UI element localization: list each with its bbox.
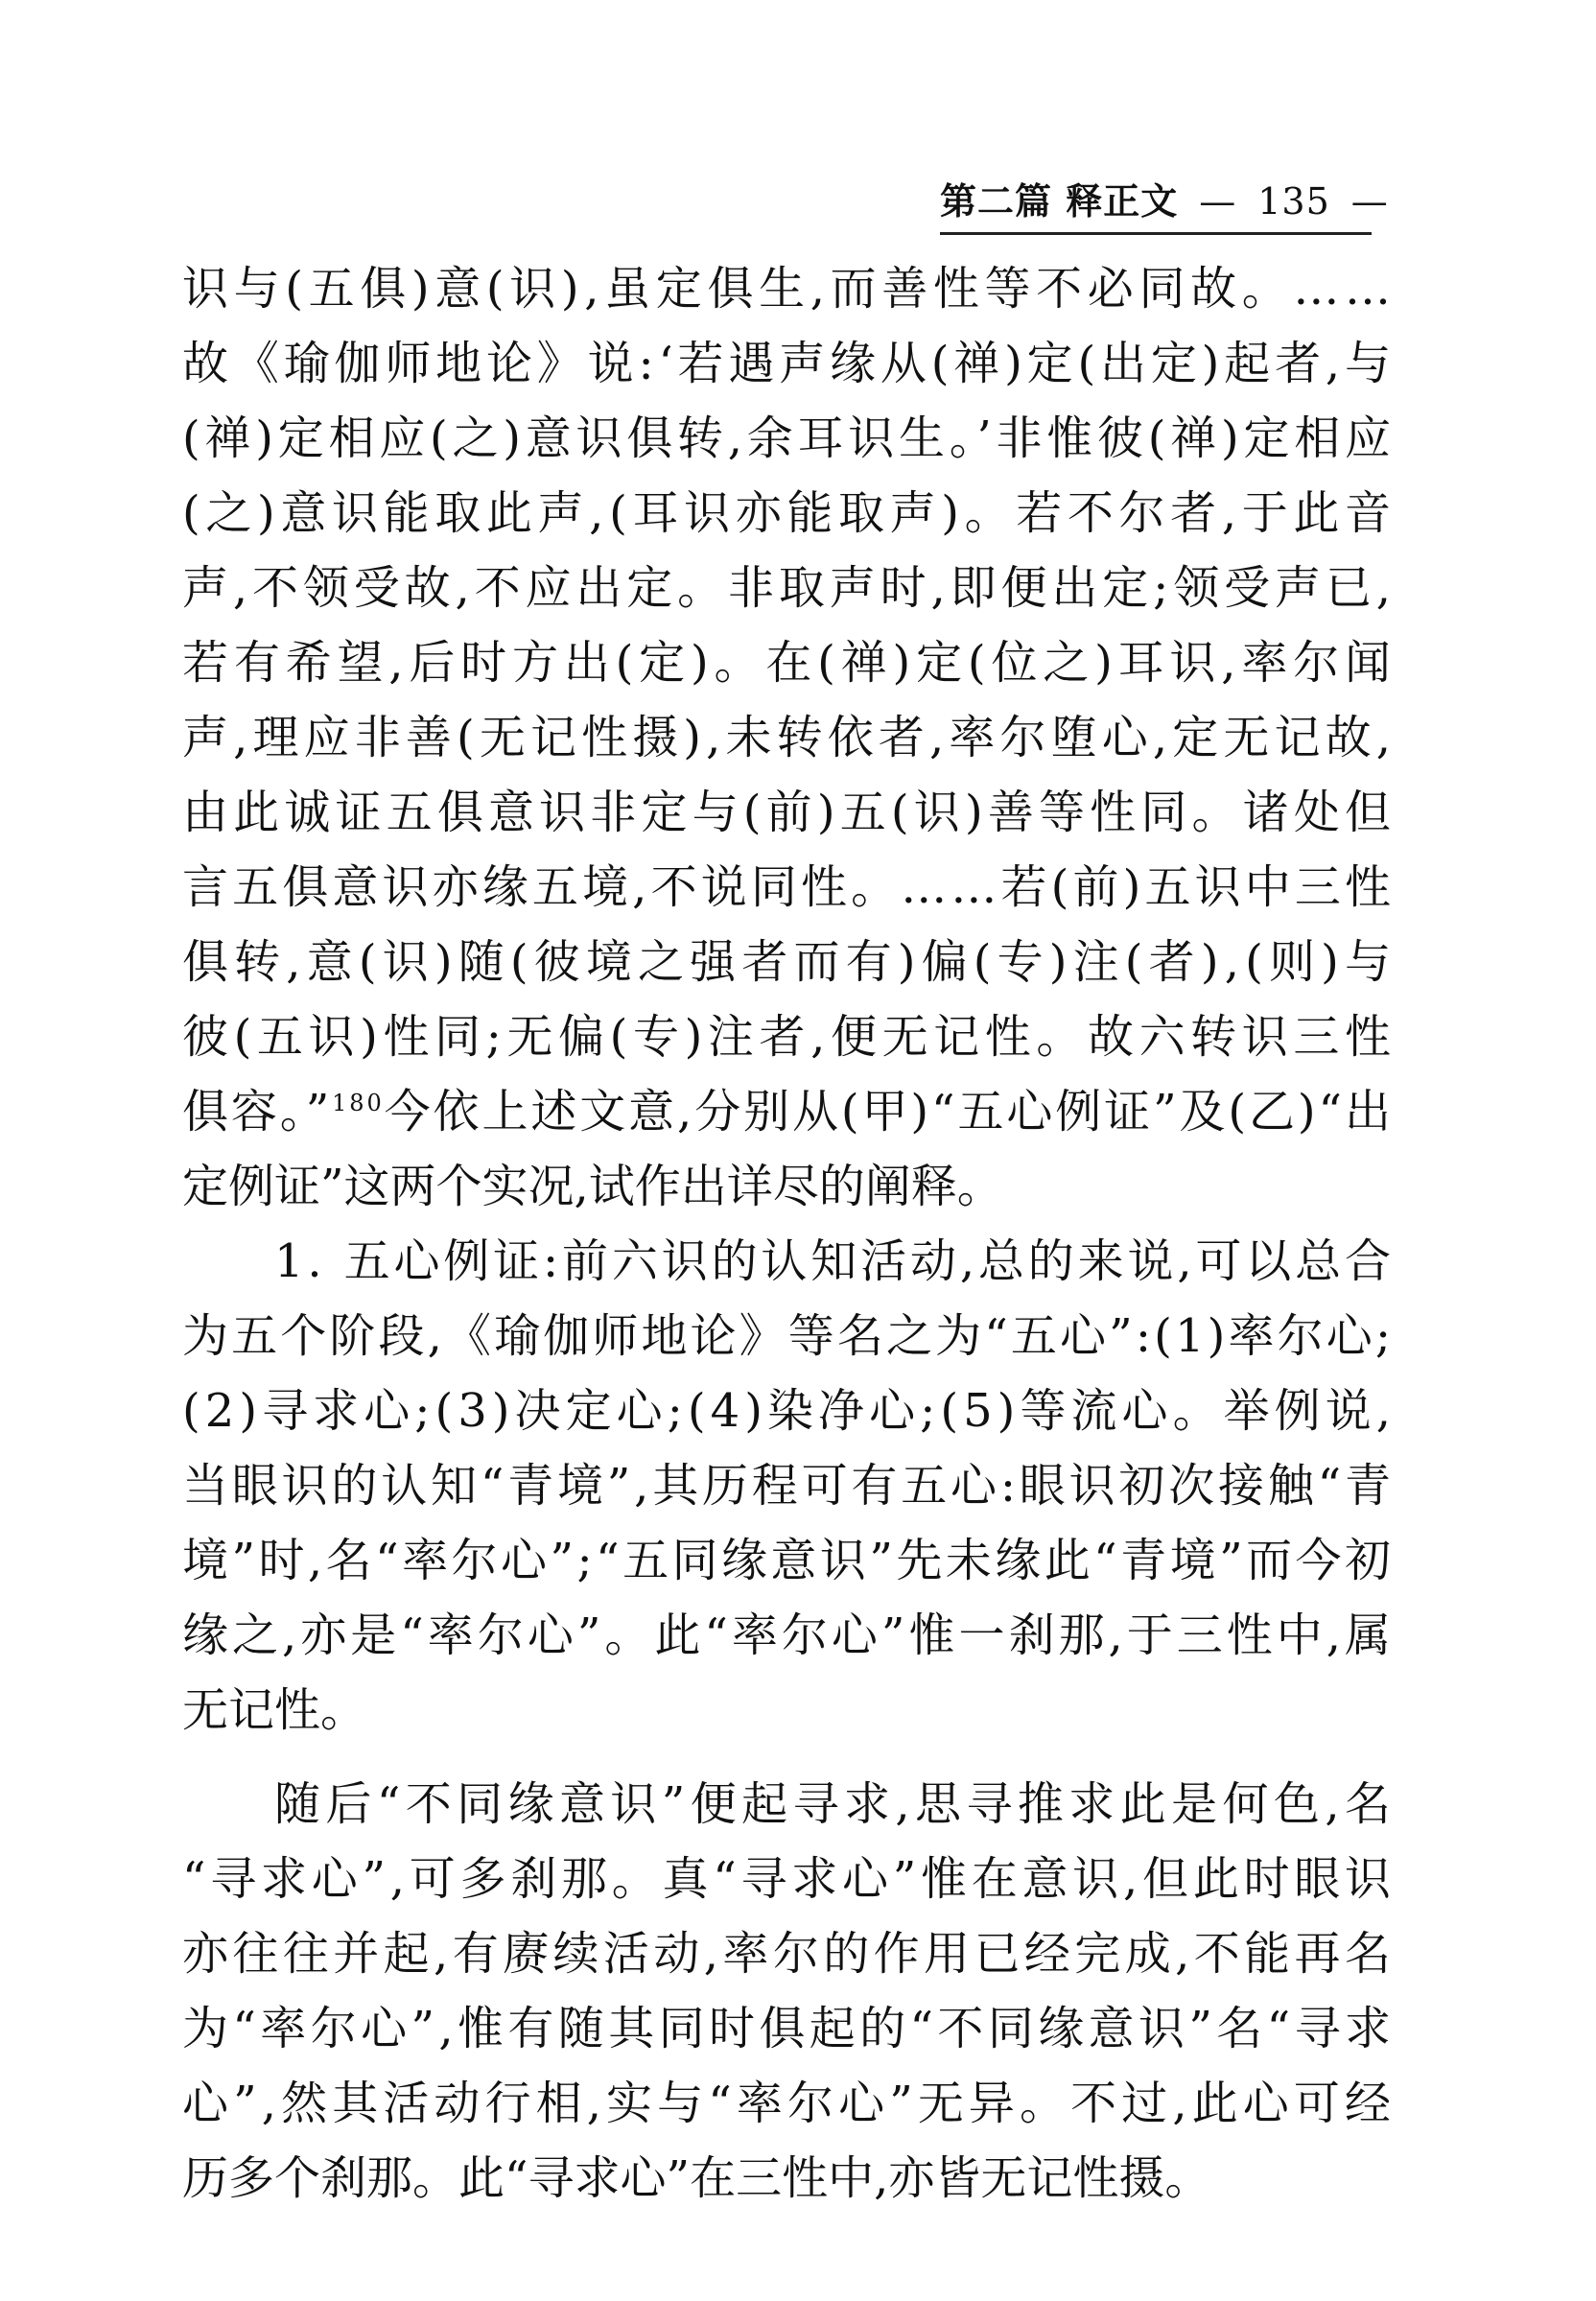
text-line: 彼(五识)性同;无偏(专)注者,便无记性。故六转识三性 bbox=[182, 1010, 1396, 1064]
text-line: 亦往往并起,有赓续活动,率尔的作用已经完成,不能再名 bbox=[182, 1927, 1396, 1981]
text-line: 1. 五心例证:前六识的认知活动,总的来说,可以总合 bbox=[274, 1234, 1395, 1288]
body-text bbox=[182, 251, 1397, 2216]
text-line: 定例证”这两个实况,试作出详尽的阐释。 bbox=[182, 1160, 1003, 1213]
text-line: 声,理应非善(无记性摄),未转依者,率尔堕心,定无记故, bbox=[182, 711, 1396, 764]
text-line: 随后“不同缘意识”便起寻求,思寻推求此是何色,名 bbox=[274, 1777, 1396, 1831]
running-header bbox=[940, 175, 1389, 235]
text-line: 识与(五俱)意(识),虽定俱生,而善性等不必同故。…… bbox=[182, 262, 1396, 316]
text-line: 俱转,意(识)随(彼境之强者而有)偏(专)注(者),(则)与 bbox=[182, 935, 1397, 989]
text-line: 历多个刹那。此“寻求心”在三性中,亦皆无记性摄。 bbox=[182, 2151, 1211, 2205]
text-line: 当眼识的认知“青境”,其历程可有五心:眼识初次接触“青 bbox=[182, 1459, 1395, 1513]
text-line: (禅)定相应(之)意识俱转,余耳识生。’非惟彼(禅)定相应 bbox=[182, 411, 1396, 465]
text-line: “寻求心”,可多刹那。真“寻求心”惟在意识,但此时眼识 bbox=[182, 1852, 1396, 1906]
text-line: 无记性。 bbox=[182, 1683, 367, 1737]
text-line: 故《瑜伽师地论》说:‘若遇声缘从(禅)定(出定)起者,与 bbox=[182, 337, 1396, 390]
header-dash-left: — bbox=[1199, 180, 1237, 223]
text-line-with-footnote: 俱容。”$^{180}$今依上述文意,分别从(甲)“五心例证”及(乙)“出 bbox=[182, 1085, 1394, 1139]
text-line: 缘之,亦是“率尔心”。此“率尔心”惟一刹那,于三性中,属 bbox=[182, 1608, 1395, 1662]
text-line: 声,不领受故,不应出定。非取声时,即便出定;领受声已, bbox=[182, 561, 1396, 615]
section-title: 第二篇 释正文 bbox=[940, 180, 1179, 223]
text-line: 言五俱意识亦缘五境,不说同性。……若(前)五识中三性 bbox=[182, 860, 1396, 914]
text-line: 若有希望,后时方出(定)。在(禅)定(位之)耳识,率尔闻 bbox=[182, 636, 1396, 690]
text-line: 境”时,名“率尔心”;“五同缘意识”先未缘此“青境”而今初 bbox=[182, 1534, 1395, 1587]
text-line: 由此诚证五俱意识非定与(前)五(识)善等性同。诸处但 bbox=[182, 786, 1396, 839]
header-dash-right: — bbox=[1350, 180, 1389, 223]
footnote-reference[interactable]: 180 bbox=[332, 1090, 385, 1116]
text-line: (之)意识能取此声,(耳识亦能取声)。若不尔者,于此音 bbox=[182, 486, 1396, 540]
page-number: 135 bbox=[1257, 180, 1330, 223]
text-line: 为五个阶段,《瑜伽师地论》等名之为“五心”:(1)率尔心; bbox=[182, 1309, 1395, 1363]
text-line: (2)寻求心;(3)决定心;(4)染净心;(5)等流心。举例说, bbox=[182, 1384, 1396, 1438]
text-line: 心”,然其活动行相,实与“率尔心”无异。不过,此心可经 bbox=[182, 2077, 1396, 2130]
text-line: 为“率尔心”,惟有随其同时俱起的“不同缘意识”名“寻求 bbox=[182, 2002, 1396, 2055]
